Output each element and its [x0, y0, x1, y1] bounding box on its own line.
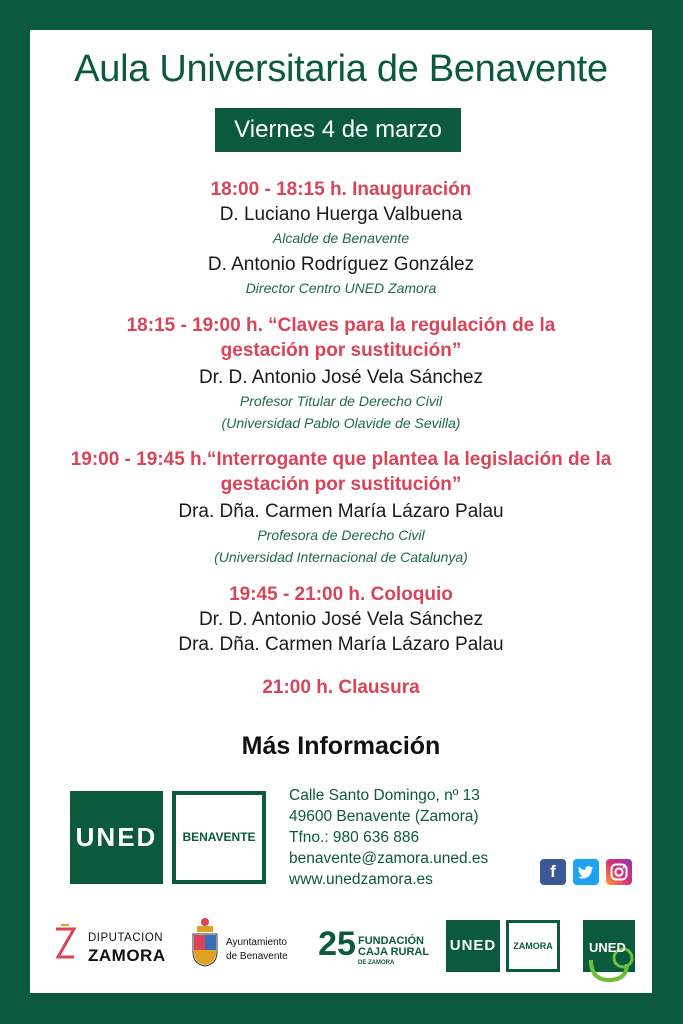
address-line: Calle Santo Domingo, nº 13: [289, 787, 480, 804]
speaker-name: D. Antonio Rodríguez González: [207, 254, 475, 275]
speaker-name: Dr. D. Antonio José Vela Sánchez: [198, 609, 484, 630]
session-time: 18:00 - 18:15 h. Inauguración: [210, 179, 472, 200]
website-link[interactable]: www.unedzamora.es: [289, 871, 433, 888]
ayuntamiento-label: Ayuntamiento: [226, 937, 287, 948]
diputacion-z-icon: [52, 923, 78, 963]
uned-logo: UNED: [70, 791, 163, 884]
speaker-role: Profesor Titular de Derecho Civil: [239, 393, 443, 409]
session-clausura: [30, 675, 652, 700]
benavente-shield-icon: [190, 916, 220, 968]
twitter-icon[interactable]: [573, 859, 599, 885]
session-coloquio: [30, 582, 652, 657]
session-claves: [30, 313, 652, 434]
speaker-name: Dra. Dña. Carmen María Lázaro Palau: [178, 501, 504, 522]
speaker-name: Dr. D. Antonio José Vela Sánchez: [198, 367, 484, 388]
session-time: 19:00 - 19:45 h.“Interrogante que plantea la legislación de la: [70, 449, 612, 470]
session-time: 18:15 - 19:00 h. “Claves para la regulación de la: [126, 315, 556, 336]
de-zamora-label: DE ZAMORA: [358, 960, 395, 966]
ayuntamiento-logo: [226, 936, 288, 964]
diputacion-zamora-logo: [88, 929, 166, 965]
twitter-bird-icon: [573, 859, 599, 885]
poster-card: [30, 30, 652, 993]
date-badge: Viernes 4 de marzo: [215, 108, 461, 152]
fundacion-25-mark: 25: [318, 925, 356, 963]
speaker-name: Dra. Dña. Carmen María Lázaro Palau: [178, 634, 504, 655]
session-time: 19:45 - 21:00 h. Coloquio: [229, 584, 453, 605]
session-time: gestación por sustitución”: [220, 474, 462, 495]
uned-50-label: UNED: [589, 940, 626, 955]
more-info-heading: Más Información: [241, 732, 441, 760]
caja-rural-label: CAJA RURAL: [358, 946, 430, 958]
facebook-icon[interactable]: f: [540, 859, 566, 885]
zamora-label: ZAMORA: [88, 946, 166, 965]
page-title: Aula Universitaria de Benavente: [74, 48, 608, 90]
speaker-role: (Universidad Pablo Olavide de Sevilla): [221, 415, 461, 431]
speaker-role: Alcalde de Benavente: [272, 230, 410, 246]
phone: Tfno.: 980 636 886: [289, 829, 420, 846]
speaker-role: Director Centro UNED Zamora: [245, 280, 437, 296]
diputacion-label: DIPUTACION: [88, 932, 164, 944]
benavente-logo: BENAVENTE: [172, 791, 266, 884]
speaker-role: (Universidad Internacional de Catalunya): [214, 549, 468, 565]
speaker-role: Profesora de Derecho Civil: [257, 527, 425, 543]
fundacion-label: FUNDACIÓN: [358, 935, 424, 947]
uned-footer-logo: UNED: [446, 920, 500, 972]
uned-50-logo: [583, 920, 635, 984]
fundacion-caja-rural-logo: [358, 936, 429, 969]
session-inauguracion: [30, 177, 652, 299]
speaker-name: D. Luciano Huerga Valbuena: [219, 204, 463, 225]
address-line: 49600 Benavente (Zamora): [289, 808, 479, 825]
session-interrogante: [30, 447, 652, 568]
benavente-label: de Benavente: [226, 951, 288, 962]
contact-block: [289, 785, 488, 890]
email-link[interactable]: benavente@zamora.uned.es: [289, 850, 489, 867]
session-time: 21:00 h. Clausura: [262, 677, 420, 698]
instagram-camera-icon: [606, 859, 632, 885]
session-time: gestación por sustitución”: [220, 340, 462, 361]
zamora-footer-box: ZAMORA: [506, 920, 560, 972]
instagram-icon[interactable]: [606, 859, 632, 885]
